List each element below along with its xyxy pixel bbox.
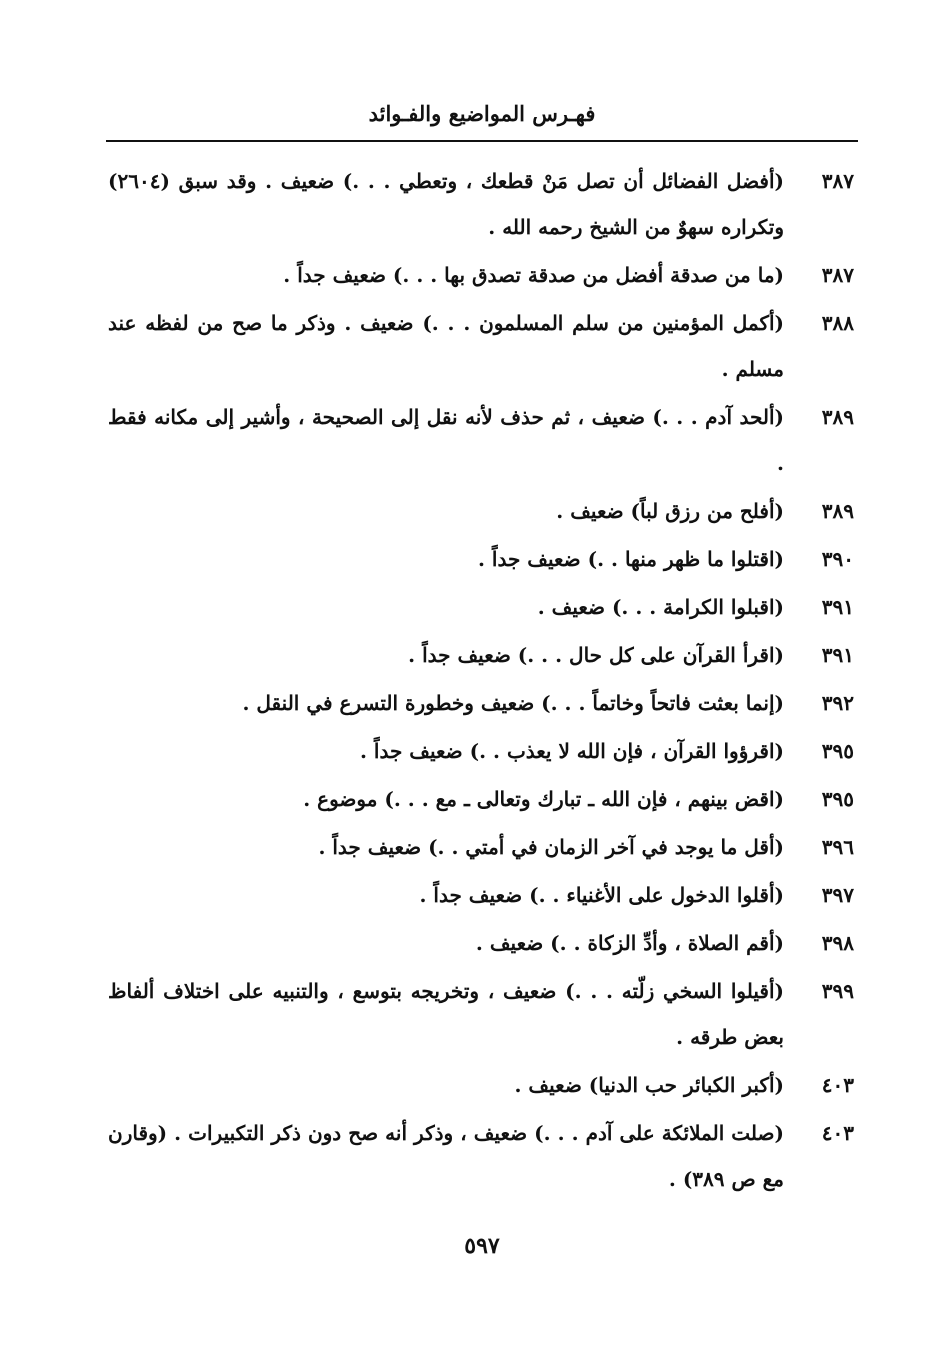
page-header-title: فهـرس المواضيع والفـوائد <box>368 101 596 126</box>
entry-page-number: ٣٨٨ <box>821 311 854 335</box>
entry-page-number: ٣٨٧ <box>821 169 854 193</box>
entry-page-number: ٣٨٩ <box>821 499 854 523</box>
index-entry <box>106 300 858 392</box>
entry-text: (ألحد آدم . . .) ضعيف ، ثم حذف لأنه نقل إلى الصحيحة ، وأشير إلى مكانه فقط . <box>108 405 784 475</box>
index-entry <box>106 1110 858 1202</box>
index-entry <box>106 394 858 486</box>
entry-page-number: ٣٩٠ <box>821 547 854 571</box>
entry-text: (أقيلوا السخي زلّته . . .) ضعيف ، وتخريجه بتوسع ، والتنبيه على اختلاف ألفاظ بعض طرقه . <box>108 979 784 1049</box>
entry-text: (اقبلوا الكرامة . . .) ضعيف . <box>537 595 784 619</box>
entry-text: (أقل ما يوجد في آخر الزمان في أمتي . .) ضعيف جداً . <box>318 835 784 859</box>
index-entry <box>106 1062 858 1108</box>
entry-text: (إنما بعثت فاتحاً وخاتماً . . .) ضعيف وخطورة التسرع في النقل . <box>242 691 784 715</box>
entry-page-number: ٣٨٧ <box>821 263 854 287</box>
entry-text: (اقرأ القرآن على كل حال . . .) ضعيف جداً . <box>408 643 784 667</box>
index-entry <box>106 680 858 726</box>
index-entry <box>106 776 858 822</box>
entry-page-number: ٣٩٨ <box>821 931 854 955</box>
index-entry <box>106 632 858 678</box>
entry-page-number: ٣٩٥ <box>821 739 854 763</box>
index-entry <box>106 824 858 870</box>
page-number: ٥٩٧ <box>464 1233 500 1259</box>
entry-text: (أقم الصلاة ، وأدِّ الزكاة . .) ضعيف . <box>475 931 784 955</box>
index-entries <box>106 158 858 1204</box>
index-entry <box>106 488 858 534</box>
index-entry <box>106 968 858 1060</box>
index-entry <box>106 584 858 630</box>
entry-text: (اقتلوا ما ظهر منها . .) ضعيف جداً . <box>477 547 784 571</box>
entry-page-number: ٣٩٧ <box>821 883 854 907</box>
entry-text: (أفلح من رزق لباً) ضعيف . <box>556 499 784 523</box>
header-divider <box>106 140 858 142</box>
index-entry <box>106 252 858 298</box>
entry-page-number: ٣٩٩ <box>821 979 854 1003</box>
index-entry <box>106 872 858 918</box>
entry-page-number: ٣٩٢ <box>821 691 854 715</box>
entry-text: (صلت الملائكة على آدم . . .) ضعيف ، وذكر أنه صح دون ذكر التكبيرات . (وقارن مع ص ٣٨٩) . <box>108 1121 784 1191</box>
entry-text: (أكمل المؤمنين من سلم المسلمون . . .) ضعيف . وذكر ما صح من لفظه عند مسلم . <box>108 311 784 381</box>
entry-page-number: ٣٩٦ <box>821 835 854 859</box>
index-entry <box>106 920 858 966</box>
entry-page-number: ٣٨٩ <box>821 405 854 429</box>
index-entry <box>106 728 858 774</box>
entry-text: (ما من صدقة أفضل من صدقة تصدق بها . . .) ضعيف جداً . <box>283 263 784 287</box>
entry-page-number: ٣٩٥ <box>821 787 854 811</box>
index-entry <box>106 158 858 250</box>
entry-page-number: ٤٠٣ <box>821 1121 854 1145</box>
entry-page-number: ٣٩١ <box>821 643 854 667</box>
entry-page-number: ٣٩١ <box>821 595 854 619</box>
entry-text: (أقلوا الدخول على الأغنياء . .) ضعيف جداً . <box>419 883 784 907</box>
entry-page-number: ٤٠٣ <box>821 1073 854 1097</box>
entry-text: (أكبر الكبائر حب الدنيا) ضعيف . <box>514 1073 784 1097</box>
index-entry <box>106 536 858 582</box>
entry-text: (اقض بينهم ، فإن الله ـ تبارك وتعالى ـ مع . . .) موضوع . <box>303 787 784 811</box>
entry-text: (اقرؤوا القرآن ، فإن الله لا يعذب . .) ضعيف جداً . <box>359 739 784 763</box>
entry-text: (أفضل الفضائل أن تصل مَنْ قطعك ، وتعطي . . .) ضعيف . وقد سبق (٢٦٠٤) وتكراره سهوٌ من الشيخ رحمه الله . <box>108 169 784 239</box>
